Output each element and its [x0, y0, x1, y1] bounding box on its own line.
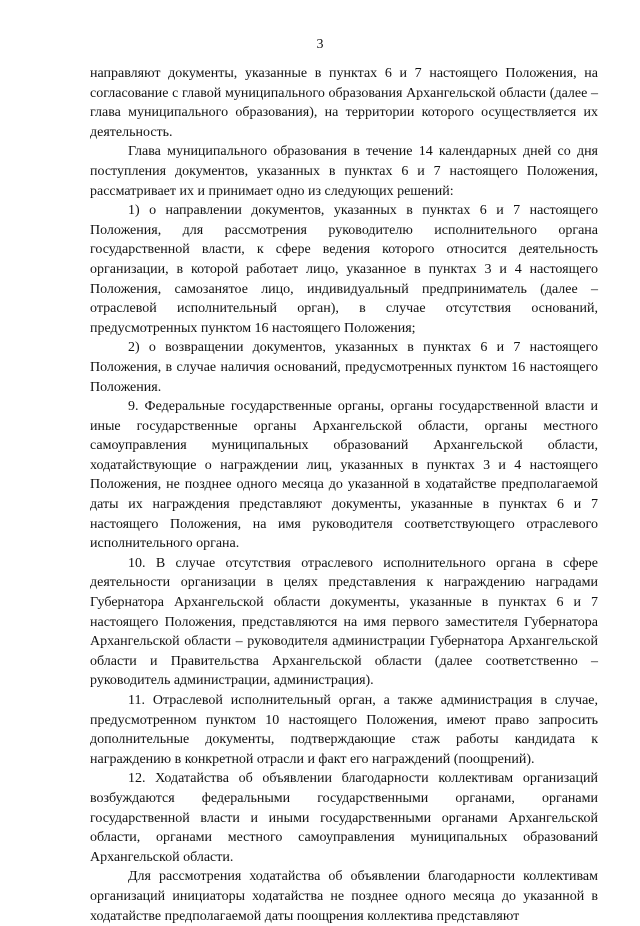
paragraph-head-review: Глава муниципального образования в течение 14 календарных дней со дня поступления документов, указанных в пунктах 6 и 7 настоящего Положения, рассматривает их и принимает одно из следующих решений: — [90, 144, 598, 199]
paragraph-decision-2: 2) о возвращении документов, указанных в пунктах 6 и 7 настоящего Положения, в случае наличия оснований, предусмотренных пунктом 16 настоящего Положения. — [90, 340, 598, 395]
paragraph-item-12: 12. Ходатайства об объявлении благодарности коллективам организаций возбуждаются федеральными государственными органами, органами государственной власти и иными государственными органами Архангельской области, органами местного самоуправления муниципальных образований Архангельской области. — [90, 771, 598, 865]
paragraph-collective-review: Для рассмотрения ходатайства об объявлении благодарности коллективам организаций инициаторы ходатайства не позднее одного месяца до указанной в ходатайстве предполагаемой даты поощрения коллектива представляют — [90, 869, 598, 924]
paragraph-decision-1: 1) о направлении документов, указанных в пунктах 6 и 7 настоящего Положения, для рассмотрения руководителю исполнительного органа государственной власти, к сфере ведения которого относится деятельность организации, в которой работает лицо, указанное в пунктах 3 и 4 настоящего Положения, самозанятое лицо, индивидуальный предприниматель (далее – отраслевой исполнительный орган), в случае отсутствия оснований, предусмотренных пунктом 16 настоящего Положения; — [90, 203, 598, 336]
paragraph-item-11: 11. Отраслевой исполнительный орган, а также администрация в случае, предусмотренном пунктом 10 настоящего Положения, имеют право запросить дополнительные документы, подтверждающие стаж работы кандидата к награждению в конкретной отрасли и факт его награждений (поощрений). — [90, 693, 598, 767]
paragraph-continuation: направляют документы, указанные в пунктах 6 и 7 настоящего Положения, на согласование с главой муниципального образования Архангельской области (далее – глава муниципального образования), на территории которого осуществляется их деятельность. — [90, 66, 598, 140]
page-number: 3 — [316, 37, 324, 52]
document-body — [90, 64, 598, 926]
paragraph-item-9: 9. Федеральные государственные органы, органы государственной власти и иные государственные органы Архангельской области, органы местного самоуправления муниципальных образований Архангельской области, ходатайствующие о награждении лиц, указанных в пунктах 3 и 4 настоящего Положения, не позднее одного месяца до указанной в ходатайстве предполагаемой даты их награждения представляют документы, указанные в пунктах 6 и 7 настоящего Положения, на имя руководителя соответствующего отраслевого исполнительного органа. — [90, 399, 598, 552]
paragraph-item-10: 10. В случае отсутствия отраслевого исполнительного органа в сфере деятельности организации в целях представления к награждению наградами Губернатора Архангельской области документы, указанные в пунктах 6 и 7 настоящего Положения, представляются на имя первого заместителя Губернатора Архангельской области – руководителя администрации Губернатора Архангельской области и Правительства Архангельской области (далее соответственно – руководитель администрации, администрация). — [90, 555, 598, 689]
